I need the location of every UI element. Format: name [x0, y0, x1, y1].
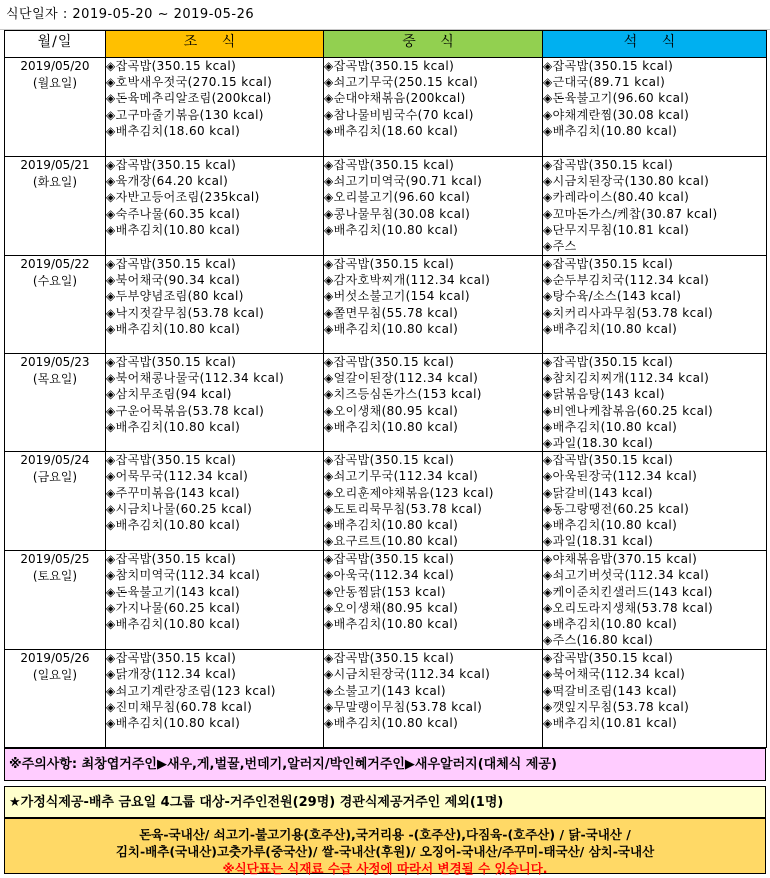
menu-item: ◈오리훈제야채볶음(123 kcal)	[324, 485, 494, 500]
menu-item: ◈배추김치(10.80 kcal)	[543, 321, 678, 336]
menu-item: ◈잡곡밥(350.15 kcal)	[543, 59, 674, 73]
menu-item: ◈배추김치(10.80 kcal)	[324, 715, 459, 730]
day-row	[5, 452, 767, 551]
menu-item: ◈배추김치(10.80 kcal)	[324, 517, 459, 532]
menu-item: ◈호박새우젓국(270.15 kcal)	[106, 75, 273, 90]
lunch-menu-cell[interactable]	[324, 452, 543, 551]
day-date-cell[interactable]	[5, 452, 106, 551]
menu-item: ◈잡곡밥(350.15 kcal)	[106, 355, 237, 369]
menu-item: ◈잡곡밥(350.15 kcal)	[543, 257, 674, 271]
menu-item: ◈잡곡밥(350.15 kcal)	[324, 355, 455, 369]
menu-item: ◈쫄면무침(55.78 kcal)	[324, 305, 459, 320]
menu-item: ◈탕수육/소스(143 kcal)	[543, 289, 682, 304]
dinner-menu-cell[interactable]	[543, 354, 767, 452]
menu-item: ◈배추김치(10.80 kcal)	[106, 321, 241, 336]
menu-item: ◈잡곡밥(350.15 kcal)	[324, 552, 455, 567]
menu-item: ◈배추김치(10.80 kcal)	[543, 419, 678, 434]
menu-item: ◈단무지무침(10.81 kcal)	[543, 222, 690, 237]
menu-item: ◈쇠고기미역국(90.71 kcal)	[324, 174, 483, 189]
lunch-menu-cell[interactable]	[324, 650, 543, 748]
period-range: 2019-05-20 ~ 2019-05-26	[72, 7, 255, 22]
col-header-breakfast[interactable]: 조 식	[106, 31, 324, 58]
menu-item: ◈쇠고기버섯국(112.34 kcal)	[543, 568, 710, 583]
menu-item: ◈쇠고기무국(250.15 kcal)	[324, 75, 479, 90]
day-date-cell[interactable]	[5, 58, 106, 157]
origin-line-1: 돈육-국내산/ 쇠고기-불고기용(호주산),국거리용 -(호주산),다짐육-(호주산) / 닭-국내산 /	[139, 827, 631, 842]
menu-item: ◈과일(18.30 kcal)	[543, 435, 654, 450]
menu-item: ◈주꾸미볶음(143 kcal)	[106, 485, 240, 500]
menu-item: ◈배추김치(10.80 kcal)	[543, 123, 678, 138]
menu-item: ◈잡곡밥(350.15 kcal)	[543, 453, 674, 468]
menu-item: ◈돈육불고기(96.60 kcal)	[543, 91, 690, 106]
day-row	[5, 58, 767, 157]
menu-item: ◈자반고등어조림(235kcal)	[106, 190, 260, 205]
menu-item: ◈참나물비빔국수(70 kcal)	[324, 107, 474, 122]
lunch-menu-cell[interactable]	[324, 157, 543, 256]
menu-item: ◈가지나물(60.25 kcal)	[106, 600, 241, 615]
menu-item: ◈콩나물무침(30.08 kcal)	[324, 206, 471, 221]
menu-item: ◈배추김치(10.80 kcal)	[106, 715, 241, 730]
col-header-dinner[interactable]: 석 식	[543, 31, 767, 58]
menu-item: ◈잡곡밥(350.15 kcal)	[106, 59, 237, 73]
day-date: 2019/05/23	[20, 355, 90, 369]
menu-item: ◈북어채국(90.34 kcal)	[106, 273, 241, 288]
menu-item: ◈쇠고기무국(112.34 kcal)	[324, 469, 479, 484]
day-date-cell[interactable]	[5, 354, 106, 452]
day-weekday: (수요일)	[32, 274, 78, 288]
menu-header-row	[5, 31, 767, 58]
day-weekday: (금요일)	[32, 470, 78, 485]
menu-item: ◈도토리묵무침(53.78 kcal)	[324, 501, 483, 516]
menu-item: ◈배추김치(10.80 kcal)	[106, 616, 241, 631]
menu-item: ◈배추김치(10.80 kcal)	[106, 517, 241, 532]
menu-item: ◈구운어묵볶음(53.78 kcal)	[106, 403, 265, 418]
menu-item: ◈잡곡밥(350.15 kcal)	[324, 59, 455, 73]
day-row	[5, 157, 767, 256]
breakfast-menu-cell[interactable]	[106, 354, 324, 452]
menu-body	[5, 58, 767, 748]
lunch-menu-cell[interactable]	[324, 58, 543, 157]
menu-item: ◈케이준치킨샐러드(143 kcal)	[543, 584, 713, 599]
menu-item: ◈오이생채(80.95 kcal)	[324, 403, 459, 418]
menu-item: ◈오이생채(80.95 kcal)	[324, 600, 459, 615]
menu-item: ◈비엔나케찹볶음(60.25 kcal)	[543, 403, 714, 418]
menu-item: ◈요구르트(10.80 kcal)	[324, 534, 459, 549]
dinner-menu-cell[interactable]	[543, 256, 767, 354]
menu-item: ◈잡곡밥(350.15 kcal)	[106, 257, 237, 271]
day-date: 2019/05/21	[20, 158, 90, 172]
menu-item: ◈진미채무침(60.78 kcal)	[106, 699, 253, 714]
menu-table	[4, 30, 767, 748]
breakfast-menu-cell[interactable]	[106, 256, 324, 354]
menu-item: ◈시금치된장국(130.80 kcal)	[543, 174, 710, 189]
day-date-cell[interactable]	[5, 551, 106, 650]
menu-item: ◈고구마줄기볶음(130 kcal)	[106, 107, 264, 122]
breakfast-menu-cell[interactable]	[106, 157, 324, 256]
menu-item: ◈잡곡밥(350.15 kcal)	[324, 453, 455, 468]
day-row	[5, 551, 767, 650]
menu-item: ◈오리도라지생채(53.78 kcal)	[543, 600, 714, 615]
day-date: 2019/05/24	[20, 453, 90, 468]
period-header	[0, 0, 770, 30]
day-weekday: (화요일)	[32, 175, 78, 189]
day-date-cell[interactable]	[5, 157, 106, 256]
menu-item: ◈잡곡밥(350.15 kcal)	[106, 651, 237, 666]
menu-item: ◈잡곡밥(350.15 kcal)	[324, 651, 455, 666]
menu-change-notice: ※식단표는 식재료 수급 사정에 따라서 변경될 수 있습니다.	[222, 861, 548, 876]
menu-item: ◈근대국(89.71 kcal)	[543, 75, 666, 90]
breakfast-menu-cell[interactable]	[106, 650, 324, 748]
day-row	[5, 256, 767, 354]
menu-item: ◈배추김치(10.80 kcal)	[106, 222, 241, 237]
day-weekday: (목요일)	[32, 372, 78, 386]
home-meal-notice[interactable]: ★가정식제공-배추 금요일 4그룹 대상-거주인전원(29명) 경관식제공거주인 제외(1명)	[4, 786, 766, 818]
menu-item: ◈잡곡밥(350.15 kcal)	[106, 158, 237, 172]
menu-item: ◈치즈등심돈가스(153 kcal)	[324, 387, 482, 402]
menu-item: ◈떡갈비조림(143 kcal)	[543, 683, 677, 698]
menu-item: ◈숙주나물(60.35 kcal)	[106, 206, 241, 221]
menu-item: ◈오리불고기(96.60 kcal)	[324, 190, 471, 205]
menu-item: ◈돈육메추리알조림(200kcal)	[106, 91, 272, 106]
menu-item: ◈카레라이스(80.40 kcal)	[543, 190, 690, 205]
menu-item: ◈삼치무조림(94 kcal)	[106, 387, 232, 402]
breakfast-menu-cell[interactable]	[106, 551, 324, 650]
allergy-caution-notice[interactable]: ※주의사항: 최창엽거주인▶새우,게,벌꿀,번데기,알러지/박인혜거주인▶새우알러지(대체식 제공)	[4, 748, 766, 781]
dinner-menu-cell[interactable]	[543, 58, 767, 157]
lunch-menu-cell[interactable]	[324, 354, 543, 452]
day-date: 2019/05/25	[20, 552, 90, 567]
origin-notice[interactable]	[4, 818, 766, 874]
menu-item: ◈순대야채볶음(200kcal)	[324, 91, 466, 106]
lunch-menu-cell[interactable]	[324, 551, 543, 650]
menu-item: ◈야채볶음밥(370.15 kcal)	[543, 552, 698, 567]
menu-item: ◈배추김치(10.80 kcal)	[324, 419, 459, 434]
menu-item: ◈주스(16.80 kcal)	[543, 633, 654, 648]
breakfast-menu-cell[interactable]	[106, 452, 324, 551]
menu-item: ◈치커리사과무침(53.78 kcal)	[543, 305, 714, 320]
origin-line-2: 김치-배추(국내산)고춧가루(중국산)/ 쌀-국내산(후원)/ 오징어-국내산/주꾸미-태국산/ 삼치-국내산	[115, 844, 655, 859]
day-weekday: (일요일)	[32, 668, 78, 683]
day-weekday: (토요일)	[32, 569, 78, 584]
menu-item: ◈소불고기(143 kcal)	[324, 683, 446, 698]
col-header-date[interactable]: 월/일	[5, 31, 106, 58]
menu-item: ◈돈육불고기(143 kcal)	[106, 584, 240, 599]
menu-item: ◈동그랑땡전(60.25 kcal)	[543, 501, 690, 516]
menu-item: ◈배추김치(10.80 kcal)	[106, 419, 241, 434]
day-date: 2019/05/26	[20, 651, 90, 666]
menu-item: ◈닭갈비(143 kcal)	[543, 485, 653, 500]
lunch-menu-cell[interactable]	[324, 256, 543, 354]
menu-item: ◈배추김치(10.80 kcal)	[324, 616, 459, 631]
day-date-cell[interactable]	[5, 256, 106, 354]
menu-item: ◈감자호박찌개(112.34 kcal)	[324, 273, 491, 288]
menu-item: ◈배추김치(18.60 kcal)	[324, 123, 459, 138]
menu-item: ◈잡곡밥(350.15 kcal)	[543, 651, 674, 666]
menu-item: ◈낙지젓갈무침(53.78 kcal)	[106, 305, 265, 320]
menu-item: ◈북어채국(112.34 kcal)	[543, 667, 686, 682]
menu-item: ◈닭개장(112.34 kcal)	[106, 667, 237, 682]
menu-item: ◈깻잎지무침(53.78 kcal)	[543, 699, 690, 714]
menu-item: ◈배추김치(18.60 kcal)	[106, 123, 241, 138]
dinner-menu-cell[interactable]	[543, 650, 767, 748]
menu-item: ◈어묵무국(112.34 kcal)	[106, 469, 249, 484]
menu-item: ◈참치미역국(112.34 kcal)	[106, 568, 261, 583]
menu-item: ◈배추김치(10.80 kcal)	[324, 222, 459, 237]
menu-item: ◈시금치된장국(112.34 kcal)	[324, 667, 491, 682]
menu-item: ◈과일(18.31 kcal)	[543, 534, 654, 549]
day-weekday: (월요일)	[32, 76, 78, 90]
menu-item: ◈야채계란찜(30.08 kcal)	[543, 107, 690, 122]
period-separator: :	[62, 7, 68, 22]
day-date: 2019/05/20	[20, 59, 90, 73]
menu-item: ◈두부양념조림(80 kcal)	[106, 289, 244, 304]
period-label: 식단일자	[6, 7, 59, 22]
menu-item: ◈안동찜닭(153 kcal)	[324, 584, 446, 599]
day-date: 2019/05/22	[20, 257, 90, 271]
menu-item: ◈아욱국(112.34 kcal)	[324, 568, 455, 583]
menu-item: ◈순두부김치국(112.34 kcal)	[543, 273, 710, 288]
menu-item: ◈참치김치찌개(112.34 kcal)	[543, 371, 710, 386]
day-row	[5, 650, 767, 748]
menu-item: ◈배추김치(10.81 kcal)	[543, 715, 678, 730]
breakfast-menu-cell[interactable]	[106, 58, 324, 157]
menu-item: ◈잡곡밥(350.15 kcal)	[543, 158, 674, 172]
menu-item: ◈버섯소불고기(154 kcal)	[324, 289, 470, 304]
menu-item: ◈닭볶음탕(143 kcal)	[543, 387, 665, 402]
menu-item: ◈무말랭이무침(53.78 kcal)	[324, 699, 483, 714]
menu-item: ◈북어채콩나물국(112.34 kcal)	[106, 371, 285, 386]
menu-item: ◈주스	[543, 238, 577, 253]
day-date-cell[interactable]	[5, 650, 106, 748]
menu-item: ◈쇠고기계란장조림(123 kcal)	[106, 683, 276, 698]
menu-item: ◈시금치나물(60.25 kcal)	[106, 501, 253, 516]
day-row	[5, 354, 767, 452]
menu-item: ◈얼갈이된장(112.34 kcal)	[324, 371, 479, 386]
menu-item: ◈배추김치(10.80 kcal)	[543, 517, 678, 532]
menu-item: ◈아욱된장국(112.34 kcal)	[543, 469, 698, 484]
menu-item: ◈잡곡밥(350.15 kcal)	[324, 257, 455, 271]
menu-item: ◈꼬마돈가스/케찹(30.87 kcal)	[543, 206, 718, 221]
menu-item: ◈잡곡밥(350.15 kcal)	[324, 158, 455, 172]
menu-item: ◈잡곡밥(350.15 kcal)	[543, 355, 674, 369]
menu-item: ◈배추김치(10.80 kcal)	[543, 616, 678, 631]
dinner-menu-cell[interactable]	[543, 452, 767, 551]
dinner-menu-cell[interactable]	[543, 157, 767, 256]
menu-item: ◈배추김치(10.80 kcal)	[324, 321, 459, 336]
col-header-lunch[interactable]: 중 식	[324, 31, 543, 58]
menu-item: ◈잡곡밥(350.15 kcal)	[106, 552, 237, 567]
menu-item: ◈육개장(64.20 kcal)	[106, 174, 229, 189]
dinner-menu-cell[interactable]	[543, 551, 767, 650]
menu-item: ◈잡곡밥(350.15 kcal)	[106, 453, 237, 468]
